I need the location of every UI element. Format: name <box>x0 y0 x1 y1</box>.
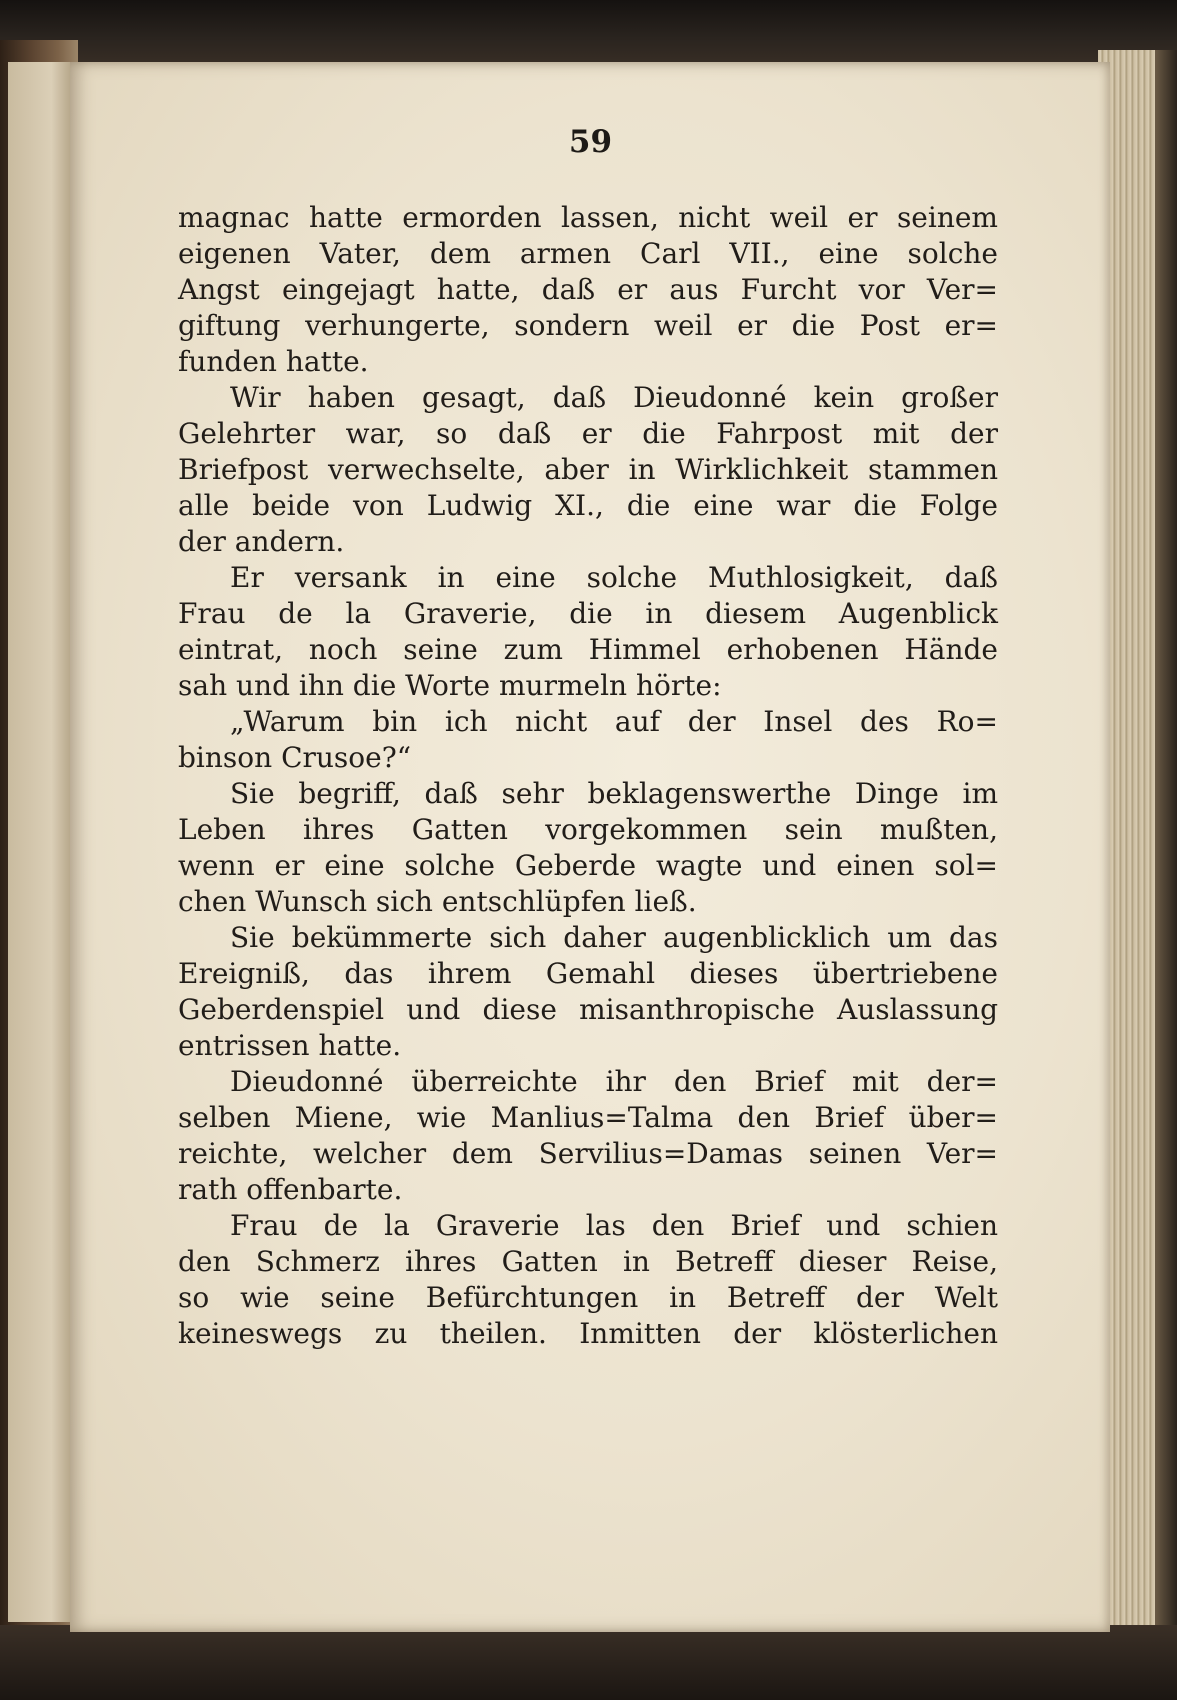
text-line: eigenen Vater, dem armen Carl VII., eine solche <box>178 237 998 270</box>
text-line: der andern. <box>178 525 345 558</box>
text-line: Er versank in eine solche Muthlosigkeit, daß <box>230 561 998 594</box>
text-line: giftung verhungerte, sondern weil er die Post er= <box>178 309 998 342</box>
text-line: Ereigniß, das ihrem Gemahl dieses übertriebene <box>178 957 998 990</box>
facing-page-edge <box>8 62 72 1622</box>
text-line: rath offenbarte. <box>178 1173 403 1206</box>
text-line: alle beide von Ludwig XI., die eine war die Folge <box>178 489 998 522</box>
text-line: Gelehrter war, so daß er die Fahrpost mit der <box>178 417 998 450</box>
text-line: Frau de la Graverie, die in diesem Augenblick <box>178 597 998 630</box>
book-cover-edge <box>0 0 1177 70</box>
text-line: reichte, welcher dem Servilius=Damas seinen Ver= <box>178 1137 998 1170</box>
text-line: Frau de la Graverie las den Brief und schien <box>230 1209 998 1242</box>
page-number <box>0 124 1177 160</box>
text-line: binson Crusoe?“ <box>178 741 412 774</box>
text-line: entrissen hatte. <box>178 1029 402 1062</box>
text-line: magnac hatte ermorden lassen, nicht weil er seinem <box>178 201 998 234</box>
text-line: eintrat, noch seine zum Himmel erhobenen Hände <box>178 633 998 666</box>
text-line: Angst eingejagt hatte, daß er aus Furcht vor Ver= <box>178 273 998 306</box>
text-line: Geberdenspiel und diese misanthropische Auslassung <box>178 993 998 1026</box>
text-line: Sie bekümmerte sich daher augenblicklich um das <box>230 921 998 954</box>
body-text <box>178 200 998 1352</box>
text-line: den Schmerz ihres Gatten in Betreff dieser Reise, <box>178 1245 998 1278</box>
text-line: so wie seine Befürchtungen in Betreff der Welt <box>178 1281 998 1314</box>
text-line: Briefpost verwechselte, aber in Wirklichkeit stammen <box>178 453 998 486</box>
text-line: „Warum bin ich nicht auf der Insel des Ro= <box>230 705 998 738</box>
book-bottom-edge <box>0 1625 1177 1700</box>
text-line: Sie begriff, daß sehr beklagenswerthe Dinge im <box>230 777 998 810</box>
text-line: Leben ihres Gatten vorgekommen sein mußten, <box>178 813 998 846</box>
text-line: chen Wunsch sich entschlüpfen ließ. <box>178 885 697 918</box>
text-line: funden hatte. <box>178 345 369 378</box>
text-line: keineswegs zu theilen. Inmitten der klösterlichen <box>178 1317 998 1350</box>
text-line: selben Miene, wie Manlius=Talma den Brief über= <box>178 1101 998 1134</box>
text-line: Dieudonné überreichte ihr den Brief mit der= <box>230 1065 998 1098</box>
text-line: Wir haben gesagt, daß Dieudonné kein großer <box>230 381 998 414</box>
text-line: wenn er eine solche Geberde wagte und einen sol= <box>178 849 998 882</box>
text-line: sah und ihn die Worte murmeln hörte: <box>178 669 722 702</box>
page-number-text: 59 <box>568 124 613 160</box>
